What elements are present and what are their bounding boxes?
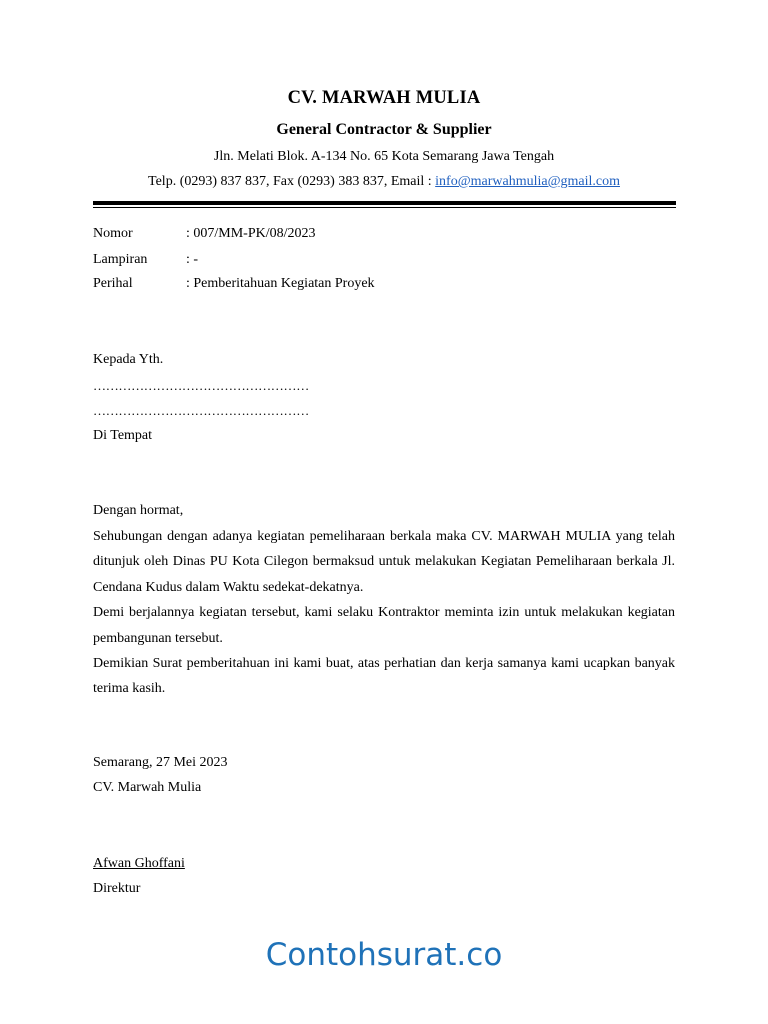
meta-value-perihal: : Pemberitahuan Kegiatan Proyek xyxy=(186,276,375,291)
contact-phone-fax: Telp. (0293) 837 837, Fax (0293) 383 837, Email : xyxy=(148,174,436,189)
place-date: Semarang, 27 Mei 2023 xyxy=(93,755,228,770)
recipient-greeting: Kepada Yth. xyxy=(93,352,164,367)
company-address: Jln. Melati Blok. A-134 No. 65 Kota Semarang Jawa Tengah xyxy=(213,149,555,164)
meta-value-nomor: : 007/MM-PK/08/2023 xyxy=(186,226,316,241)
recipient-line-1: …………………………………………… xyxy=(93,378,309,393)
company-name: CV. MARWAH MULIA xyxy=(287,88,481,108)
body-paragraph-3: Demikian Surat pemberitahuan ini kami buat, atas perhatian dan kerja samanya kami ucapkan banyak terima kasih. xyxy=(93,656,675,697)
meta-value-lampiran: : - xyxy=(186,252,199,267)
salutation: Dengan hormat, xyxy=(93,503,184,518)
letterhead-divider-thin xyxy=(93,207,676,208)
body-paragraph-1: Sehubungan dengan adanya kegiatan pemeliharaan berkala maka CV. MARWAH MULIA yang telah ditunjuk oleh Dinas PU Kota Cilegon bermaksud untuk melakukan Kegiatan Pemeliharaan berkala Jl. Cendana Kudus dalam Waktu sedekat-dekatnya. xyxy=(93,529,675,595)
signer-name: Afwan Ghoffani xyxy=(93,856,185,871)
meta-label-nomor: Nomor xyxy=(93,226,133,241)
email-link[interactable]: info@marwahmulia@gmail.com xyxy=(435,174,620,189)
recipient-line-2: …………………………………………… xyxy=(93,403,309,418)
meta-label-perihal: Perihal xyxy=(93,276,133,291)
company-contact xyxy=(0,174,768,190)
letterhead-divider-thick xyxy=(93,201,676,205)
letter-body xyxy=(93,524,675,702)
signer-title: Direktur xyxy=(93,881,141,896)
meta-label-lampiran: Lampiran xyxy=(93,252,148,267)
closing-company: CV. Marwah Mulia xyxy=(93,780,202,795)
recipient-place: Di Tempat xyxy=(93,428,153,443)
site-watermark: Contohsurat.co xyxy=(265,937,503,973)
company-tagline: General Contractor & Supplier xyxy=(276,121,492,138)
body-paragraph-2: Demi berjalannya kegiatan tersebut, kami selaku Kontraktor meminta izin untuk melakukan kegiatan pembangunan tersebut. xyxy=(93,605,675,646)
